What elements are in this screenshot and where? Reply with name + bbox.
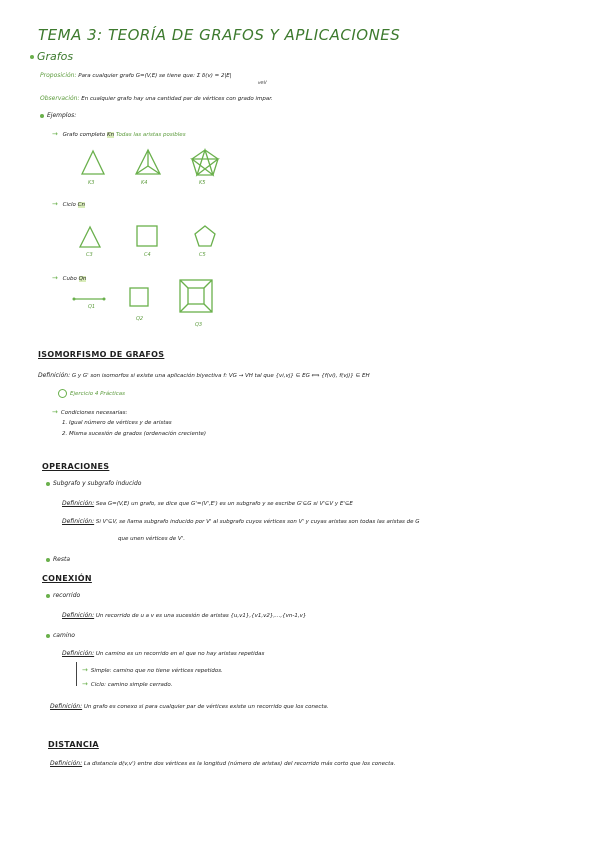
subgrafo-heading: Subgrafo y subgrafo inducido: [46, 480, 141, 487]
label-k3: K3: [88, 180, 95, 186]
label-q1: Q1: [88, 304, 96, 310]
camino-simple: → Simple: camino que no tiene vértices repetidos.: [82, 666, 223, 674]
ciclo-line: → Ciclo Cn: [52, 200, 85, 208]
resta-item: Resta: [46, 556, 70, 563]
subgrafo-inducido-definicion: Definición: Si V'⊆V, se llama subgrafo inducido por V' al subgrafo cuyos vértices son V' y cuyas aristas son todas las aristas de G: [62, 518, 420, 525]
recorrido-definicion: Definición: Un recorrido de u a v es una sucesión de aristas {u,v1},{v1,v2},...,{vn-1,v}: [62, 612, 307, 619]
conexo-definicion: Definición: Un grafo es conexo si para cualquier par de vértices existe un recorrido que los conecta.: [50, 703, 329, 710]
arrow-icon: →: [82, 680, 88, 688]
cubo-line: → Cubo Qn: [52, 274, 87, 282]
bullet-icon: [30, 55, 34, 59]
arrow-icon: →: [52, 408, 58, 416]
label-k4: K4: [141, 180, 148, 186]
section-conexion: CONEXIÓN: [42, 574, 92, 583]
ejercicio-ref: Ejercicio 4 Prácticas: [58, 389, 125, 398]
ejemplos-label: Ejemplos:: [40, 112, 76, 119]
subgrafo-definicion: Definición: Sea G=(V,E) un grafo, se dice que G'=(V',E') es un subgrafo y se escribe G'⊆G si V'⊆V y E'⊆E: [62, 500, 353, 507]
cube-graphs-figure: [70, 278, 230, 328]
distancia-definicion: Definición: La distancia d(v,v') entre dos vértices es la longitud (número de aristas) del recorrido más corto que los conecta.: [50, 760, 396, 767]
k4-graph: [136, 150, 160, 174]
q2-graph: [130, 288, 148, 306]
camino-heading: camino: [46, 632, 75, 639]
label-c5: C5: [199, 252, 206, 258]
label-q3: Q3: [195, 322, 203, 328]
page-title: TEMA 3: TEORÍA DE GRAFOS Y APLICACIONES: [38, 26, 401, 44]
proposicion: Proposición: Para cualquier grafo G=(V,E) se tiene que: Σ δ(v) = 2|E|: [40, 72, 232, 79]
c5-graph: [195, 226, 215, 246]
observacion: Observación: En cualquier grafo hay una cantidad par de vértices con grado impar.: [40, 95, 273, 102]
bullet-icon: [46, 594, 50, 598]
bracket: [76, 662, 79, 686]
q3-graph: [180, 280, 212, 312]
arrow-icon: →: [52, 274, 58, 282]
section-operaciones: OPERACIONES: [42, 462, 110, 471]
cycle-graphs-figure: [78, 225, 238, 255]
bullet-icon: [46, 558, 50, 562]
complete-graphs-figure: [78, 148, 238, 180]
bullet-icon: [46, 634, 50, 638]
condicion-2: 2. Misma sucesión de grados (ordenación creciente): [62, 431, 207, 437]
condicion-1: 1. Igual número de vértices y de aristas: [62, 420, 172, 426]
c3-graph: [80, 227, 100, 247]
label-k5: K5: [199, 180, 206, 186]
isomorfismo-definicion: Definición: G y G' son isomorfos si existe una aplicación biyectiva f: VG → VH tal que {vi,vj} ∈ EG ⟺ {f(vi), f(vj)} ∈ EH: [38, 372, 370, 379]
section-grafos: Grafos: [30, 50, 73, 63]
label-c3: C3: [86, 252, 93, 258]
k5-graph: [192, 150, 218, 175]
camino-ciclo: → Ciclo: camino simple cerrado.: [82, 680, 173, 688]
arrow-icon: →: [82, 666, 88, 674]
bullet-icon: [46, 482, 50, 486]
section-distancia: DISTANCIA: [48, 740, 99, 749]
camino-definicion: Definición: Un camino es un recorrido en el que no hay aristas repetidas: [62, 650, 265, 657]
condiciones: → Condiciones necesarias:: [52, 408, 128, 416]
recorrido-heading: recorrido: [46, 592, 80, 599]
subgrafo-inducido-cont: que unen vértices de V'.: [118, 536, 185, 542]
grafo-completo-line: → Grafo completo Kn Todas las aristas posibles: [52, 130, 186, 138]
q1-graph: [73, 298, 106, 301]
k3-graph: [82, 151, 104, 174]
arrow-icon: →: [52, 200, 58, 208]
circle-icon: [58, 389, 67, 398]
bullet-icon: [40, 114, 44, 118]
label-q2: Q2: [136, 316, 144, 322]
section-isomorfismo: ISOMORFISMO DE GRAFOS: [38, 350, 165, 359]
arrow-icon: →: [52, 130, 58, 138]
label-c4: C4: [144, 252, 151, 258]
proposicion-sub: v∈V: [258, 80, 267, 85]
c4-graph: [137, 226, 157, 246]
